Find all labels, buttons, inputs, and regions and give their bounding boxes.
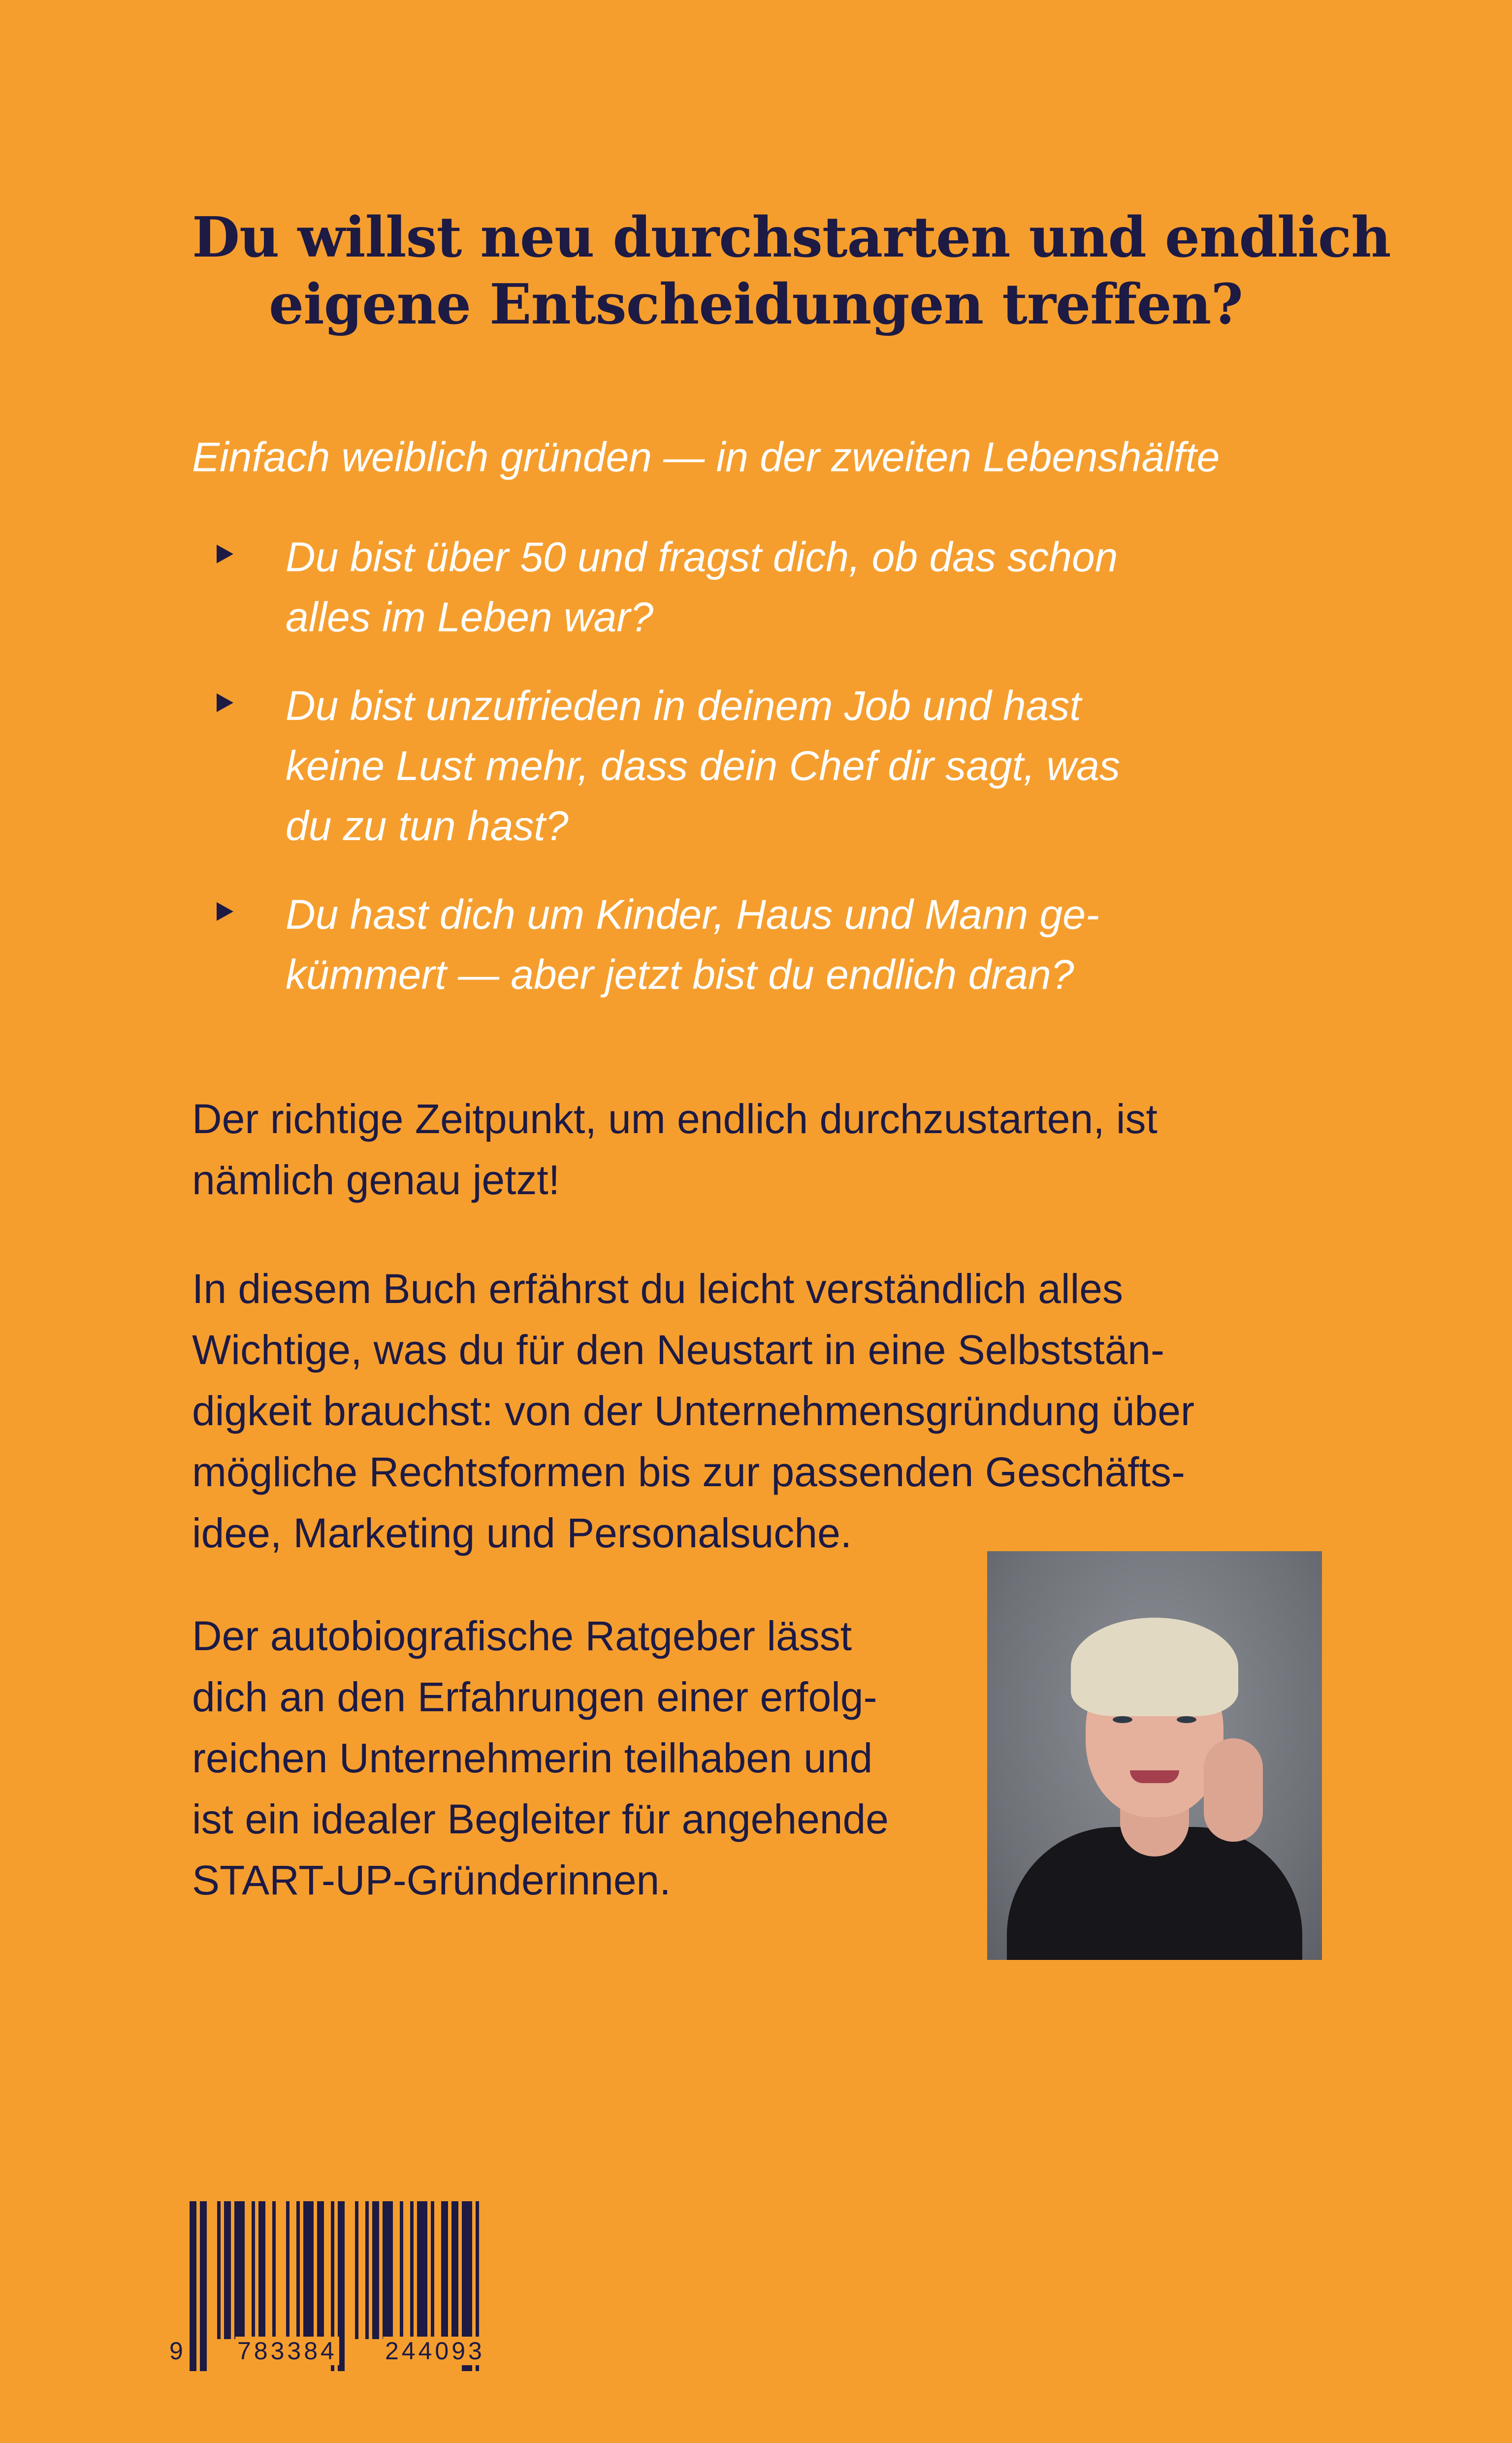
barcode-bar: [451, 2201, 458, 2339]
headline-line-2: eigene Entscheidungen treffen?: [269, 272, 1243, 337]
paragraph-autobiography: Der autobiografische Ratgeber lässt dich an den Erfahrungen einer erfolg- reichen Unternehmerin teilhaben und ist ein idealer Begleiter für angehende START-UP-Gründerinnen.: [192, 1613, 889, 1903]
barcode-digit-prefix: 9: [167, 2337, 188, 2365]
barcode-bar: [372, 2201, 379, 2339]
barcode-bar: [296, 2201, 300, 2339]
paragraph-book-content: In diesem Buch erfährst du leicht verständlich alles Wichtige, was du für den Neustart in eine Selbststän- digkeit brauchst: von der Unternehmensgründung über mögliche Rechtsformen bis zur passenden Geschäfts- idee, Marketing und Personalsuche.: [192, 1266, 1194, 1556]
barcode-bar: [383, 2201, 393, 2339]
barcode-bar: [286, 2201, 290, 2339]
barcode-bar: [217, 2201, 221, 2339]
barcode-bar: [410, 2201, 414, 2339]
barcode-bar: [355, 2201, 358, 2339]
bullet-item: [192, 676, 1324, 856]
bullet-text: Du hast dich um Kinder, Haus und Mann ge- kümmert — aber jetzt bist du endlich dran?: [286, 891, 1099, 998]
headline-line-1: Du willst neu durchstarten und endlich: [192, 205, 1391, 270]
barcode-bar: [190, 2201, 196, 2371]
author-photo: [987, 1551, 1322, 1960]
bullet-text: Du bist über 50 und fragst dich, ob das schon alles im Leben war?: [286, 534, 1118, 640]
isbn-barcode: [170, 2201, 583, 2374]
subtitle: Einfach weiblich gründen — in der zweiten Lebenshälfte: [192, 434, 1220, 480]
bullet-text: Du bist unzufrieden in deinem Job und hast keine Lust mehr, dass dein Chef dir sagt, was du zu tun hast?: [286, 683, 1120, 849]
triangle-bullet-icon: [217, 693, 233, 712]
barcode-bar: [400, 2201, 403, 2339]
barcode-bar: [441, 2201, 448, 2339]
barcode-bar: [234, 2201, 245, 2339]
barcode-digits-group-2: 244093: [383, 2337, 487, 2365]
barcode-bar: [200, 2201, 207, 2371]
barcode-bar: [417, 2201, 427, 2339]
bullet-item: [192, 527, 1324, 647]
barcode-bar: [317, 2201, 324, 2339]
bullet-list: [192, 527, 1324, 1033]
barcode-digits-group-1: 783384: [235, 2337, 339, 2365]
barcode-bar: [258, 2201, 265, 2339]
barcode-bar: [431, 2201, 434, 2339]
barcode-bar: [303, 2201, 314, 2339]
triangle-bullet-icon: [217, 545, 233, 563]
headline: [192, 204, 1391, 338]
triangle-bullet-icon: [217, 902, 233, 921]
barcode-bar: [252, 2201, 255, 2339]
bullet-item: [192, 884, 1324, 1005]
barcode-bars: [170, 2201, 583, 2374]
paragraph-timing: Der richtige Zeitpunkt, um endlich durchzustarten, ist nämlich genau jetzt!: [192, 1096, 1158, 1203]
barcode-bar: [272, 2201, 276, 2339]
barcode-bar: [224, 2201, 231, 2339]
barcode-bar: [365, 2201, 369, 2339]
